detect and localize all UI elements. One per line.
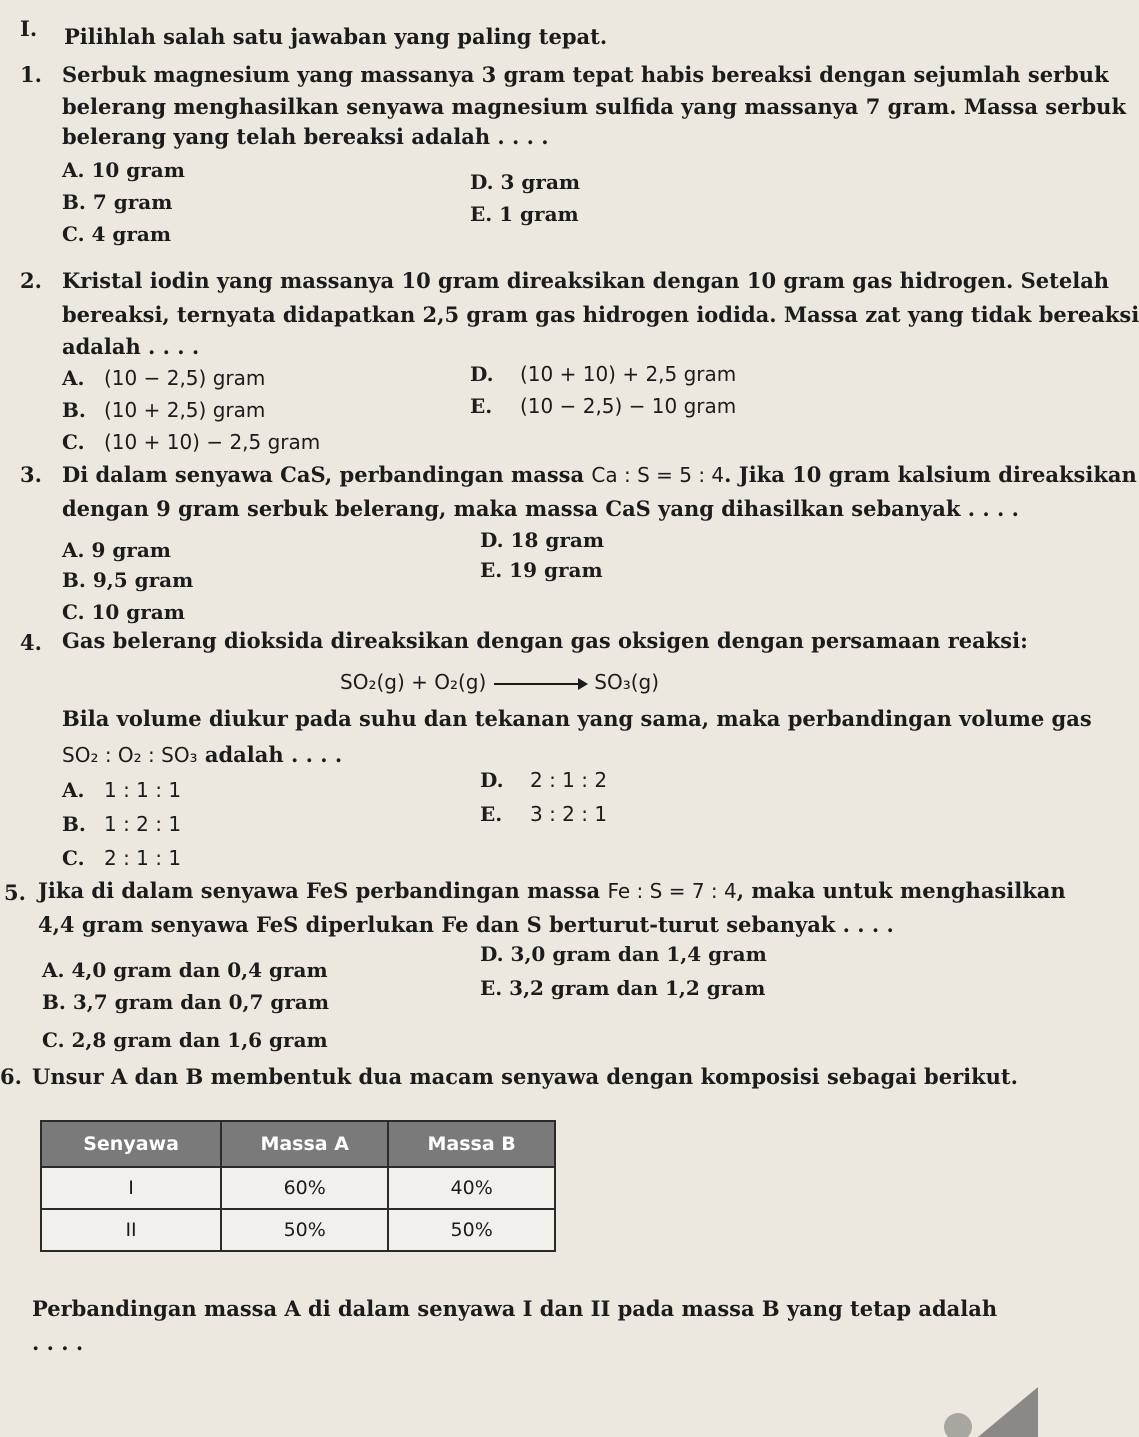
header-senyawa: Senyawa <box>41 1121 221 1167</box>
q2-line1: Kristal iodin yang massanya 10 gram direaksikan dengan 10 gram gas hidrogen. Setelah <box>62 268 1110 293</box>
q1-option-a[interactable]: A. 10 gram <box>62 158 185 182</box>
q4-line2: Bila volume diukur pada suhu dan tekanan yang sama, maka perbandingan volume gas <box>62 706 1092 731</box>
table-cell: I <box>41 1167 221 1209</box>
q4-option-b[interactable]: 1 : 2 : 1 <box>104 812 182 836</box>
q2-option-a[interactable]: (10 − 2,5) gram <box>104 366 266 390</box>
q3-option-b[interactable]: B. 9,5 gram <box>62 568 194 592</box>
q4-option-a-label: A. <box>62 778 85 802</box>
table-cell: 40% <box>388 1167 555 1209</box>
q1-option-e[interactable]: E. 1 gram <box>470 202 579 226</box>
q1-number: 1. <box>20 62 42 87</box>
q1-option-b[interactable]: B. 7 gram <box>62 190 173 214</box>
q2-option-d[interactable]: (10 + 10) + 2,5 gram <box>520 362 737 386</box>
table-cell: 50% <box>221 1209 388 1251</box>
q3-line1 <box>62 462 1137 487</box>
q1-option-c[interactable]: C. 4 gram <box>62 222 172 246</box>
table-header-row <box>41 1121 555 1167</box>
q4-eq-right: SO₃(g) <box>594 670 660 694</box>
q4-formula: SO₂ : O₂ : SO₃ <box>62 743 198 767</box>
q3-option-d[interactable]: D. 18 gram <box>480 528 604 552</box>
q4-option-a[interactable]: 1 : 1 : 1 <box>104 778 182 802</box>
q1-line3: belerang yang telah bereaksi adalah . . . . <box>62 124 549 149</box>
q4-option-d[interactable]: 2 : 1 : 2 <box>530 768 608 792</box>
q4-option-c[interactable]: 2 : 1 : 1 <box>104 846 182 870</box>
q3-option-c[interactable]: C. 10 gram <box>62 600 185 624</box>
q5-line1-a: Jika di dalam senyawa FeS perbandingan massa <box>38 878 601 903</box>
q5-option-e[interactable]: E. 3,2 gram dan 1,2 gram <box>480 976 766 1000</box>
q2-option-b[interactable]: (10 + 2,5) gram <box>104 398 266 422</box>
table-cell: 50% <box>388 1209 555 1251</box>
composition-table <box>40 1120 556 1252</box>
q2-option-b-label: B. <box>62 398 86 422</box>
reaction-arrow-icon <box>494 683 586 685</box>
q4-option-b-label: B. <box>62 812 86 836</box>
table-row <box>41 1209 555 1251</box>
q1-line1: Serbuk magnesium yang massanya 3 gram tepat habis bereaksi dengan sejumlah serbuk <box>62 62 1109 87</box>
q2-option-d-label: D. <box>470 362 494 386</box>
q5-option-a[interactable]: A. 4,0 gram dan 0,4 gram <box>42 958 328 982</box>
q2-option-c[interactable]: (10 + 10) − 2,5 gram <box>104 430 321 454</box>
q6-line3: . . . . <box>32 1330 84 1355</box>
q4-option-d-label: D. <box>480 768 504 792</box>
q5-number: 5. <box>4 880 26 905</box>
q4-option-e[interactable]: 3 : 2 : 1 <box>530 802 608 826</box>
q5-ratio: Fe : S = 7 : 4 <box>607 879 737 903</box>
q4-eq-left: SO₂(g) + O₂(g) <box>340 670 487 694</box>
table-cell: 60% <box>221 1167 388 1209</box>
q2-line3: adalah . . . . <box>62 334 200 359</box>
q4-number: 4. <box>20 630 42 655</box>
q4-option-e-label: E. <box>480 802 503 826</box>
q2-option-e[interactable]: (10 − 2,5) − 10 gram <box>520 394 737 418</box>
q3-number: 3. <box>20 462 42 487</box>
header-massa-a: Massa A <box>221 1121 388 1167</box>
q3-option-a[interactable]: A. 9 gram <box>62 538 171 562</box>
q4-option-c-label: C. <box>62 846 85 870</box>
q6-number: 6. <box>0 1064 22 1089</box>
q5-option-d[interactable]: D. 3,0 gram dan 1,4 gram <box>480 942 767 966</box>
q3-option-e[interactable]: E. 19 gram <box>480 558 603 582</box>
section-title: Pilihlah salah satu jawaban yang paling tepat. <box>64 24 608 49</box>
q3-line2: dengan 9 gram serbuk belerang, maka massa CaS yang dihasilkan sebanyak . . . . <box>62 496 1019 521</box>
q4-line1: Gas belerang dioksida direaksikan dengan gas oksigen dengan persamaan reaksi: <box>62 628 1028 653</box>
q2-number: 2. <box>20 268 42 293</box>
q6-line1: Unsur A dan B membentuk dua macam senyawa dengan komposisi sebagai berikut. <box>32 1064 1018 1089</box>
q5-line2: 4,4 gram senyawa FeS diperlukan Fe dan S berturut-turut sebanyak . . . . <box>38 912 894 937</box>
header-massa-b: Massa B <box>388 1121 555 1167</box>
q4-equation <box>340 670 659 694</box>
q5-line1 <box>38 878 1066 903</box>
q5-line1-b: , maka untuk menghasilkan <box>736 878 1066 903</box>
q1-line2: belerang menghasilkan senyawa magnesium sulfida yang massanya 7 gram. Massa serbuk <box>62 94 1126 119</box>
q3-ratio: Ca : S = 5 : 4 <box>591 463 725 487</box>
q6-line2: Perbandingan massa A di dalam senyawa I dan II pada massa B yang tetap adalah <box>32 1296 998 1321</box>
q2-option-a-label: A. <box>62 366 85 390</box>
q1-option-d[interactable]: D. 3 gram <box>470 170 581 194</box>
q2-option-e-label: E. <box>470 394 493 418</box>
section-number: I. <box>20 16 38 41</box>
table-cell: II <box>41 1209 221 1251</box>
page-corner-shadow-icon <box>918 1377 1038 1437</box>
table-row <box>41 1167 555 1209</box>
q3-line1-b: . Jika 10 gram kalsium direaksikan <box>724 462 1137 487</box>
q2-line2: bereaksi, ternyata didapatkan 2,5 gram gas hidrogen iodida. Massa zat yang tidak bereaksi <box>62 302 1139 327</box>
q5-option-b[interactable]: B. 3,7 gram dan 0,7 gram <box>42 990 330 1014</box>
q3-line1-a: Di dalam senyawa CaS, perbandingan massa <box>62 462 585 487</box>
q5-option-c[interactable]: C. 2,8 gram dan 1,6 gram <box>42 1028 328 1052</box>
q4-line3-tail: adalah . . . . <box>204 742 343 767</box>
q2-option-c-label: C. <box>62 430 85 454</box>
q4-line3 <box>62 742 342 767</box>
